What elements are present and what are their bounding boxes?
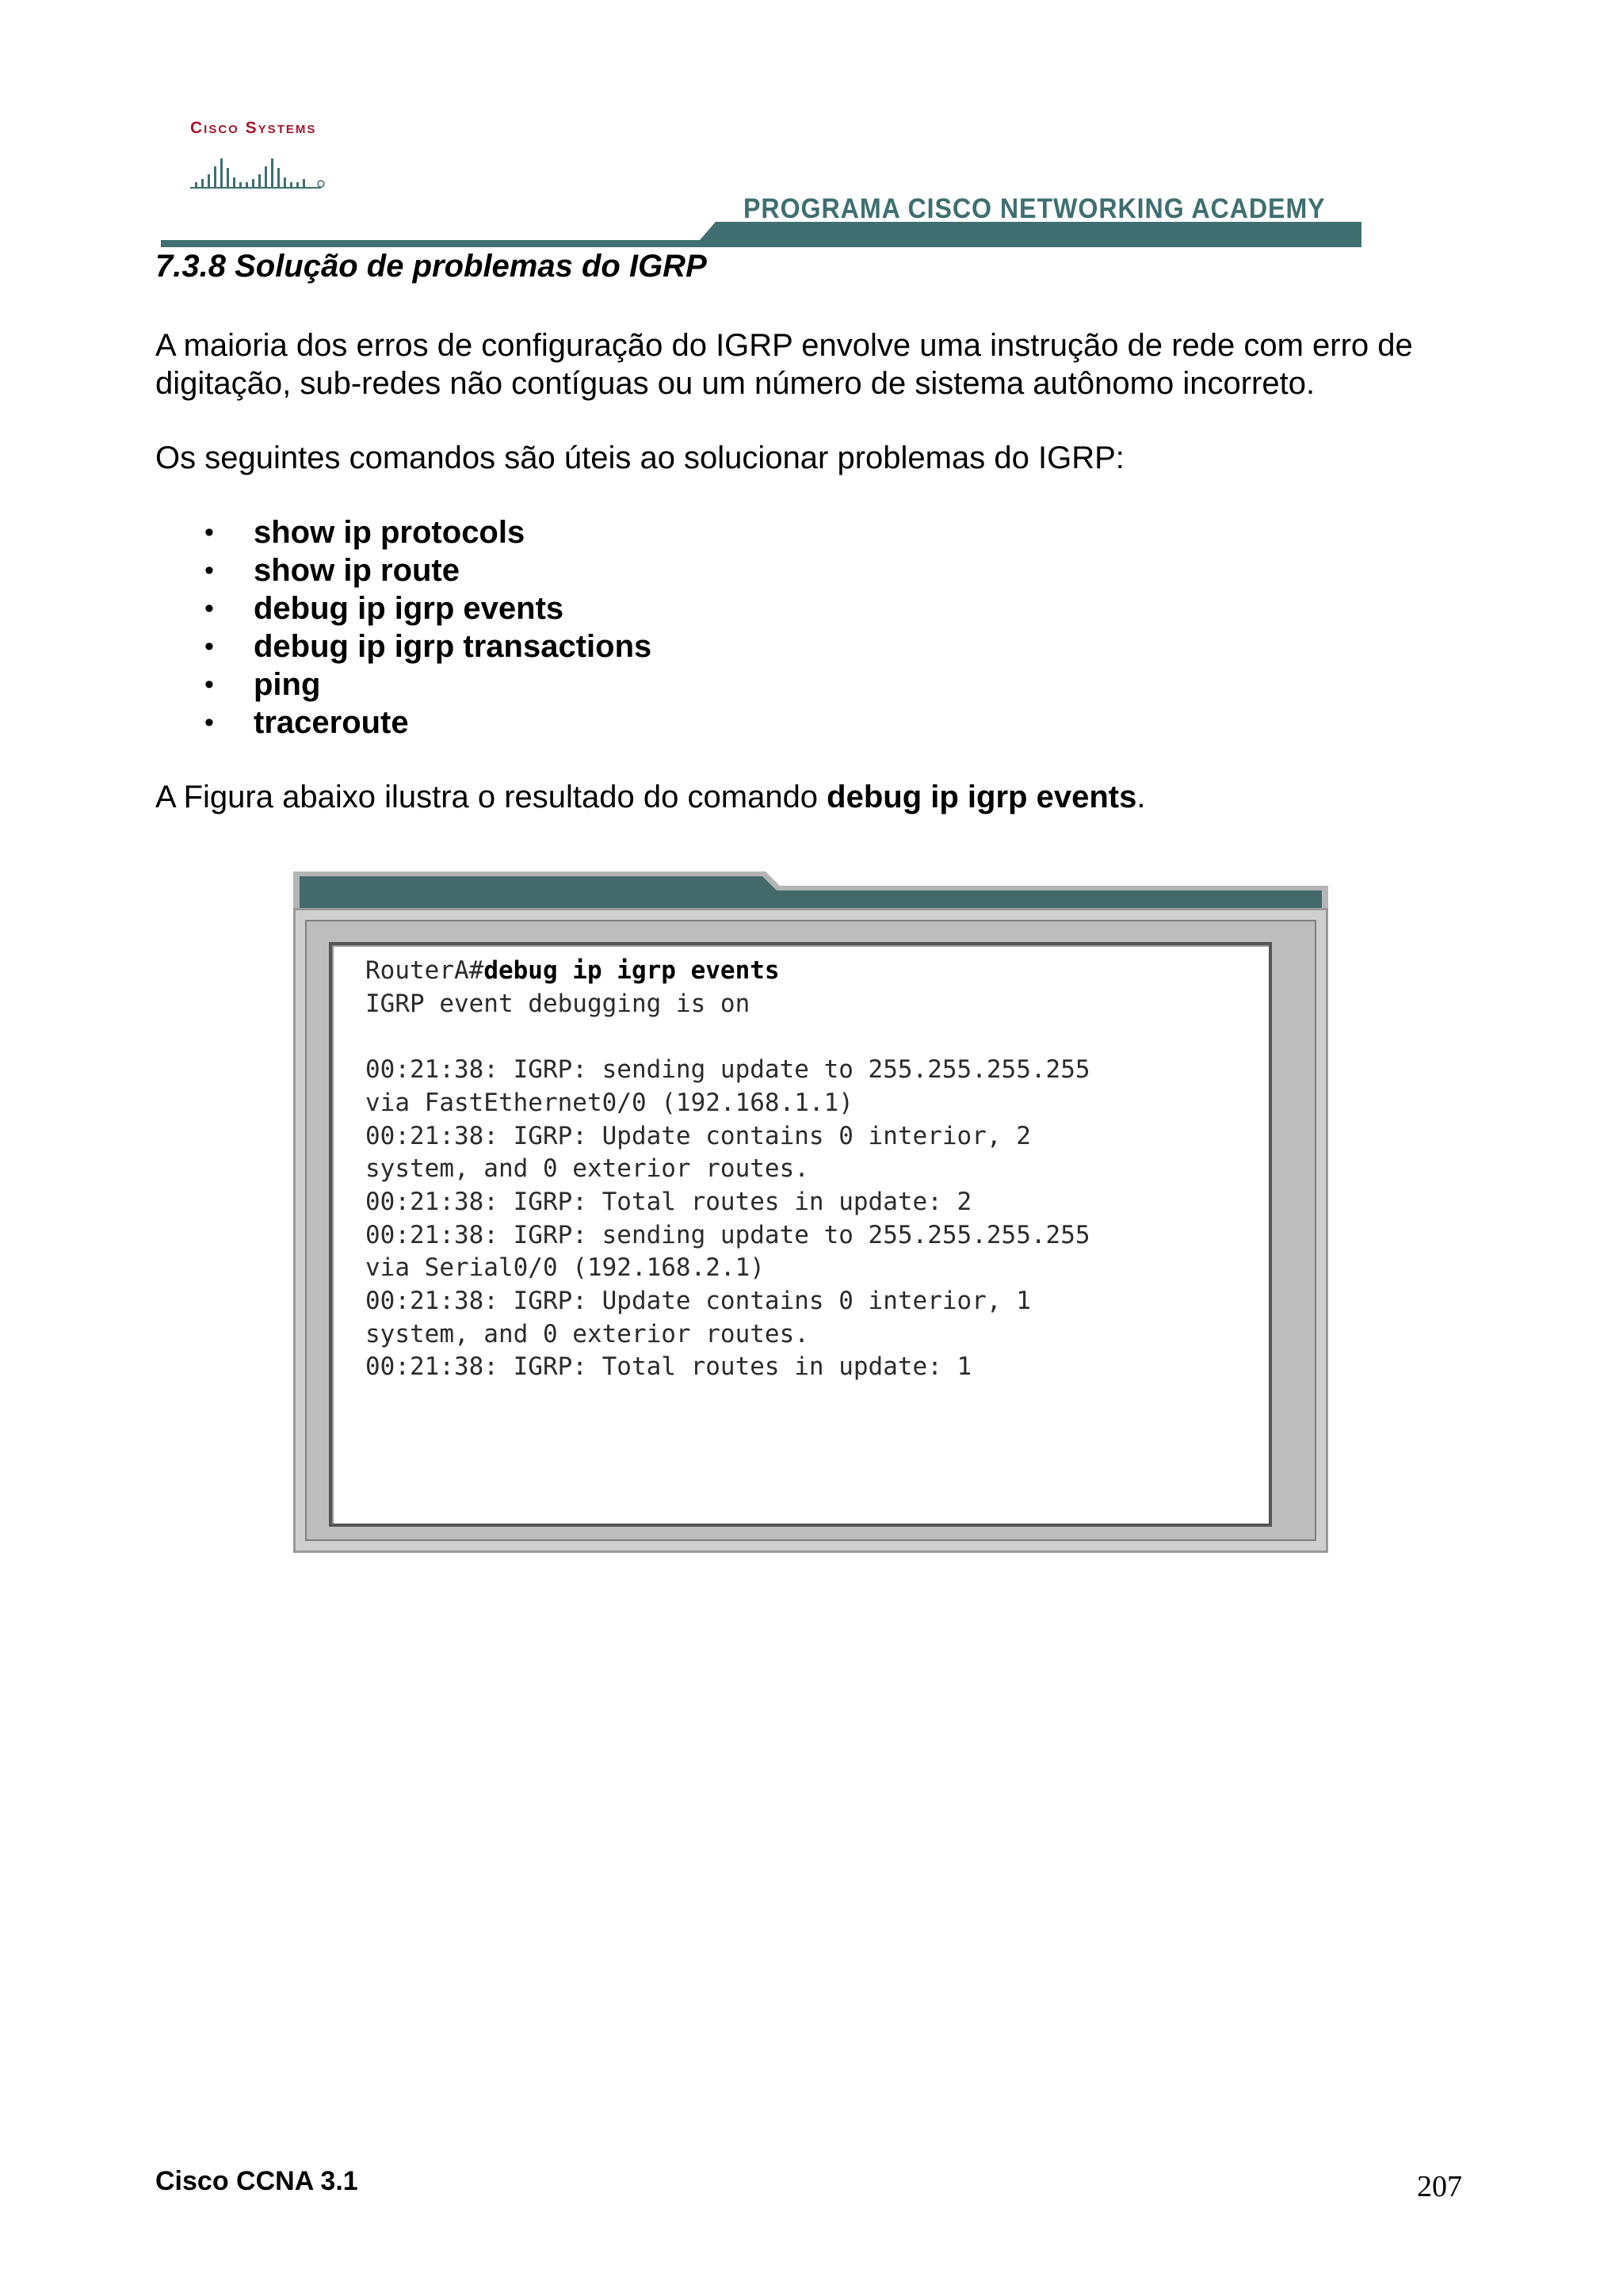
command-text: debug ip igrp events	[254, 591, 564, 626]
figure-intro-paragraph	[155, 778, 1471, 816]
terminal-line	[365, 1020, 1090, 1054]
bullet-dot-icon: •	[204, 631, 214, 662]
terminal-line: 00:21:38: IGRP: Update contains 0 interior, 1	[365, 1287, 1031, 1316]
terminal-line: 00:21:38: IGRP: Total routes in update: 1	[365, 1352, 972, 1382]
list-item	[155, 627, 651, 666]
figure-intro-suffix: .	[1136, 780, 1146, 814]
list-item	[155, 551, 651, 589]
terminal-command-line	[365, 955, 1090, 988]
list-item	[155, 589, 651, 627]
command-text: debug ip igrp transactions	[254, 629, 652, 664]
terminal-figure	[293, 868, 1328, 1553]
terminal-line: system, and 0 exterior routes.	[365, 1319, 809, 1348]
figure-tab-bar	[293, 868, 1328, 913]
command-text: show ip protocols	[254, 515, 525, 550]
figure-inner-frame	[305, 920, 1316, 1541]
cisco-systems-logo	[190, 119, 333, 198]
terminal-output	[365, 955, 1090, 1384]
terminal-line: via Serial0/0 (192.168.2.1)	[365, 1253, 765, 1283]
terminal-screen	[329, 942, 1272, 1527]
terminal-command: debug ip igrp events	[483, 956, 780, 985]
commands-list	[155, 513, 651, 742]
bullet-dot-icon: •	[204, 669, 214, 700]
list-item	[155, 513, 651, 551]
commands-intro-paragraph: Os seguintes comandos são úteis ao solucionar problemas do IGRP:	[155, 441, 1125, 475]
footer-course-name: Cisco CCNA 3.1	[155, 2166, 358, 2196]
command-text: traceroute	[254, 705, 409, 740]
bullet-dot-icon: •	[204, 517, 214, 547]
list-item	[155, 704, 651, 742]
terminal-line: IGRP event debugging is on	[365, 989, 750, 1018]
academy-header-bar	[161, 190, 1361, 250]
figure-frame	[293, 908, 1328, 1553]
bullet-dot-icon: •	[204, 555, 214, 585]
command-text: ping	[254, 667, 321, 702]
list-item	[155, 666, 651, 704]
cisco-bridge-logo-icon	[190, 152, 333, 192]
terminal-line: system, and 0 exterior routes.	[365, 1154, 809, 1184]
figure-intro-prefix: A Figura abaixo ilustra o resultado do comando	[155, 780, 827, 814]
terminal-line: 00:21:38: IGRP: Update contains 0 interior, 2	[365, 1121, 1031, 1150]
brand-name: Cisco Systems	[190, 119, 317, 137]
terminal-line: 00:21:38: IGRP: Total routes in update: 2	[365, 1187, 972, 1216]
academy-title: PROGRAMA CISCO NETWORKING ACADEMY	[743, 193, 1326, 224]
bullet-dot-icon: •	[204, 593, 214, 624]
command-text: show ip route	[254, 553, 460, 588]
terminal-line: 00:21:38: IGRP: sending update to 255.255.255.255	[365, 1220, 1090, 1249]
terminal-line: 00:21:38: IGRP: sending update to 255.255.255.255	[365, 1055, 1090, 1085]
intro-paragraph: A maioria dos erros de configuração do IGRP envolve uma instrução de rede com erro de digitação, sub-redes não contíguas ou um número de sistema autônomo incorreto.	[155, 328, 1413, 401]
page-number: 207	[1417, 2170, 1462, 2203]
terminal-line: via FastEthernet0/0 (192.168.1.1)	[365, 1088, 854, 1117]
terminal-prompt: RouterA#	[365, 956, 484, 985]
figure-intro-command: debug ip igrp events	[827, 780, 1137, 814]
section-title: 7.3.8 Solução de problemas do IGRP	[155, 249, 707, 284]
bullet-dot-icon: •	[204, 707, 214, 738]
